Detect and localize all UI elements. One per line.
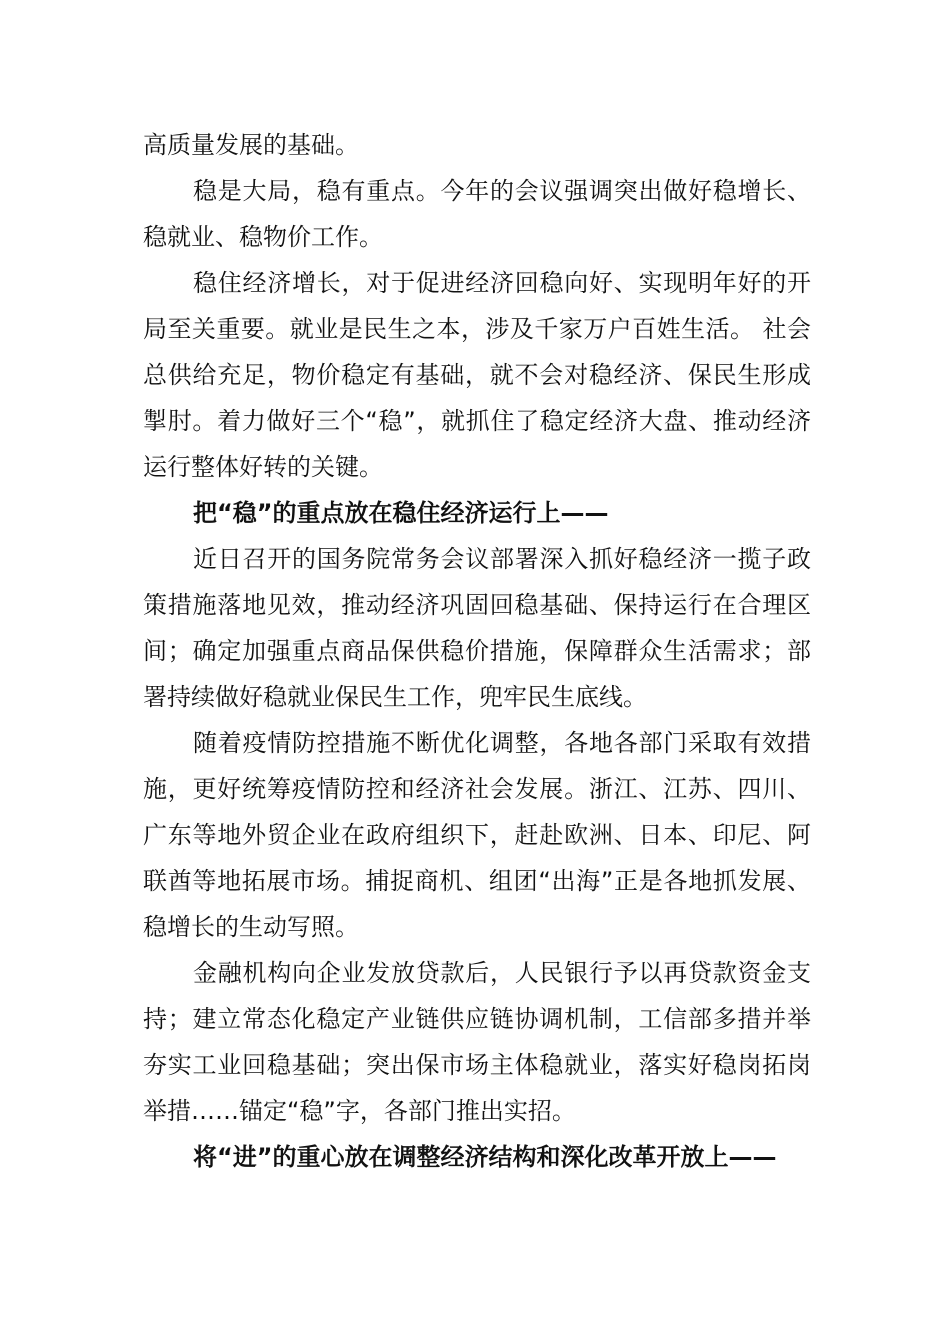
paragraph: 稳住经济增长，对于促进经济回稳向好、实现明年好的开局至关重要。就业是民生之本，涉及千家万户百姓生活。 社会总供给充足，物价稳定有基础，就不会对稳经济、保民生形成掣肘。着力做好三个“稳”，就抓住了稳定经济大盘、推动经济运行整体好转的关键。 — [143, 269, 811, 481]
section-heading: 将“进”的重心放在调整经济结构和深化改革开放上—— — [193, 1143, 777, 1171]
paragraph: 随着疫情防控措施不断优化调整，各地各部门采取有效措施，更好统筹疫情防控和经济社会发展。浙江、江苏、四川、广东等地外贸企业在政府组织下，赶赴欧洲、日本、印尼、阿联酋等地拓展市场。捕捉商机、组团“出海”正是各地抓发展、稳增长的生动写照。 — [143, 729, 811, 941]
paragraph: 金融机构向企业发放贷款后，人民银行予以再贷款资金支持；建立常态化稳定产业链供应链协调机制，工信部多措并举夯实工业回稳基础；突出保市场主体稳就业，落实好稳岗拓岗举措……锚定“稳”字，各部门推出实招。 — [143, 959, 811, 1125]
paragraph: 近日召开的国务院常务会议部署深入抓好稳经济一揽子政策措施落地见效，推动经济巩固回稳基础、保持运行在合理区间；确定加强重点商品保供稳价措施，保障群众生活需求；部署持续做好稳就业保民生工作，兜牢民生底线。 — [143, 545, 811, 711]
paragraph: 高质量发展的基础。 — [143, 131, 359, 159]
section-heading: 把“稳”的重点放在稳住经济运行上—— — [193, 499, 609, 527]
document-body — [143, 122, 811, 1180]
paragraph: 稳是大局，稳有重点。今年的会议强调突出做好稳增长、稳就业、稳物价工作。 — [143, 177, 811, 251]
